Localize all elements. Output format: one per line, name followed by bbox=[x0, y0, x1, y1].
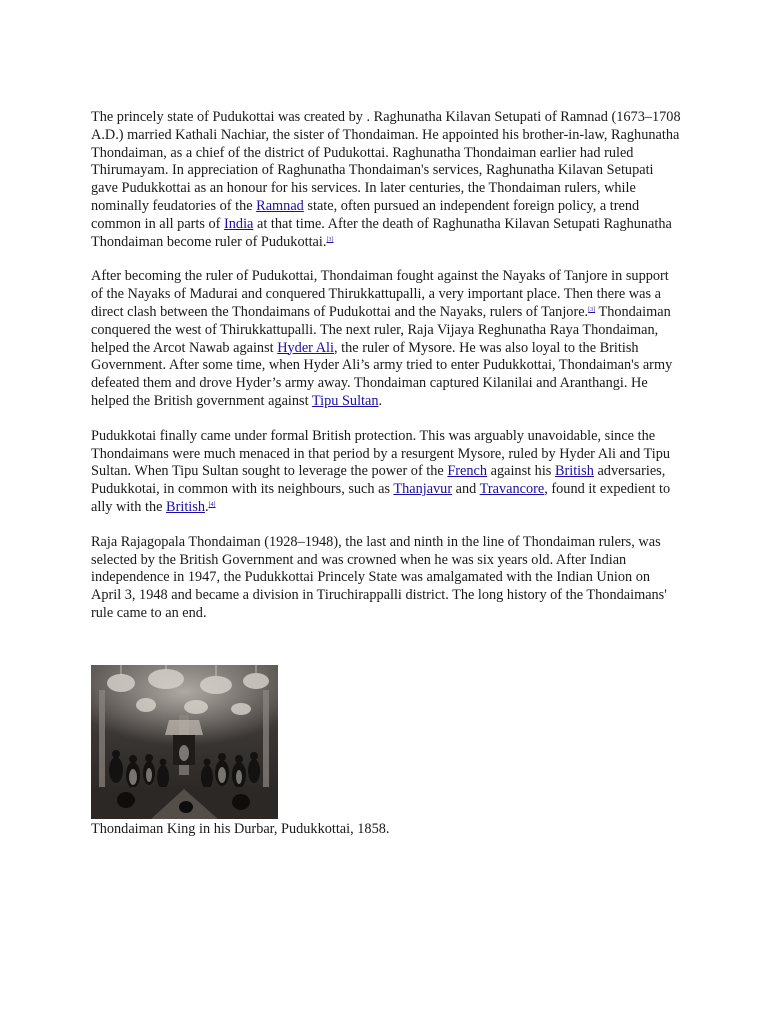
citation-link[interactable]: [4] bbox=[208, 501, 216, 508]
text-run: adversaries, Pudukkotai, in common with its neighbours, such as bbox=[91, 463, 666, 498]
inline-link[interactable]: British bbox=[166, 498, 205, 515]
text-run: Raja Rajagopala Thondaiman (1928–1948), the last and ninth in the line of Thondaiman rulers, was selected by the British Government and was crowned when he was six years old. After Indian independence in 1947, the Pudukkottai Princely State was amalgamated with the Indian Union on April 3, 1948 and became a division in Tiruchirappalli district. The long history of the Thondaimans' rule came to an end. bbox=[91, 533, 667, 621]
text-run: After becoming the ruler of Pudukottai, Thondaiman fought against the Nayaks of Tanjore in support of the Nayaks of Madurai and conquered Thirukkattupalli, a very important place. Then there was a direct clash between the Thondaimans of Pudukottai and the Nayaks, rulers of Tanjore. bbox=[91, 268, 669, 320]
article-body bbox=[91, 109, 681, 640]
paragraph-1 bbox=[91, 109, 681, 251]
inline-link[interactable]: Thanjavur bbox=[393, 481, 453, 498]
citation-link[interactable]: [3] bbox=[588, 306, 596, 313]
inline-link[interactable]: India bbox=[224, 215, 254, 232]
inline-link[interactable]: Ramnad bbox=[256, 197, 304, 214]
text-run: . bbox=[204, 498, 209, 515]
text-run: , found it expedient to ally with the bbox=[91, 481, 671, 515]
text-run: The princely state of Pudukottai was created by . Raghunatha Kilavan Setupati of Ramnad (1673–1708 A.D.) married Kathali Nachiar, the sister of Thondaiman. He appointed his brother-in-law, Raghunatha Thondaiman, as a chief of the district of Pudukottai. Raghunatha Thondaiman earlier had ruled Thirumayam. In appreciation of Raghunatha Thondaiman's services, Raghunatha Kilavan Setupati gave Pudukkottai as an honour for his services. In later centuries, the Thondaiman rulers, while nominally feudatories of the bbox=[91, 109, 681, 214]
text-run: and bbox=[452, 481, 480, 498]
text-run: Thondaiman conquered the west of Thirukkattupalli. The next ruler, Raja Vijaya Reghunatha Raya Thondaiman, helped the Arcot Nawab against bbox=[91, 303, 671, 356]
text-run: against his bbox=[487, 463, 555, 480]
inline-link[interactable]: British bbox=[554, 463, 594, 480]
paragraph-4 bbox=[91, 534, 681, 623]
citation-link[interactable]: [3] bbox=[326, 236, 334, 243]
paragraph-3 bbox=[91, 428, 681, 517]
text-run: , the ruler of Mysore. He was also loyal to the British Government. After some time, when Hyder Ali’s army tried to enter Pudukkottai, Thondaiman's army defeated them and drove Hyder’s army away. Thondaiman captured Kilanilai and Aranthangi. He helped the British government against bbox=[91, 339, 673, 409]
inline-link[interactable]: French bbox=[447, 463, 488, 480]
inline-link[interactable]: Hyder Ali bbox=[277, 339, 334, 356]
text-run: . bbox=[378, 392, 383, 409]
text-run: state, often pursued an independent foreign policy, a trend common in all parts of bbox=[91, 197, 640, 232]
paragraph-container bbox=[91, 109, 681, 623]
paragraph-2 bbox=[91, 268, 681, 410]
text-run: Pudukkotai finally came under formal British protection. This was arguably unavoidable, since the Thondaimans were much menaced in that period by a resurgent Mysore, ruled by Hyder Ali and Tipu Sultan. When Tipu Sultan sought to leverage the power of the bbox=[91, 427, 671, 480]
durbar-photo-image bbox=[91, 665, 278, 819]
text-run: at that time. After the death of Raghunatha Kilavan Setupati Raghunatha Thondaiman become ruler of Pudukottai. bbox=[91, 215, 672, 250]
figure-caption: Thondaiman King in his Durbar, Pudukkottai, 1858. bbox=[91, 821, 390, 837]
durbar-photo bbox=[91, 665, 278, 819]
inline-link[interactable]: Tipu Sultan bbox=[311, 392, 379, 409]
inline-link[interactable]: Travancore bbox=[479, 481, 545, 498]
